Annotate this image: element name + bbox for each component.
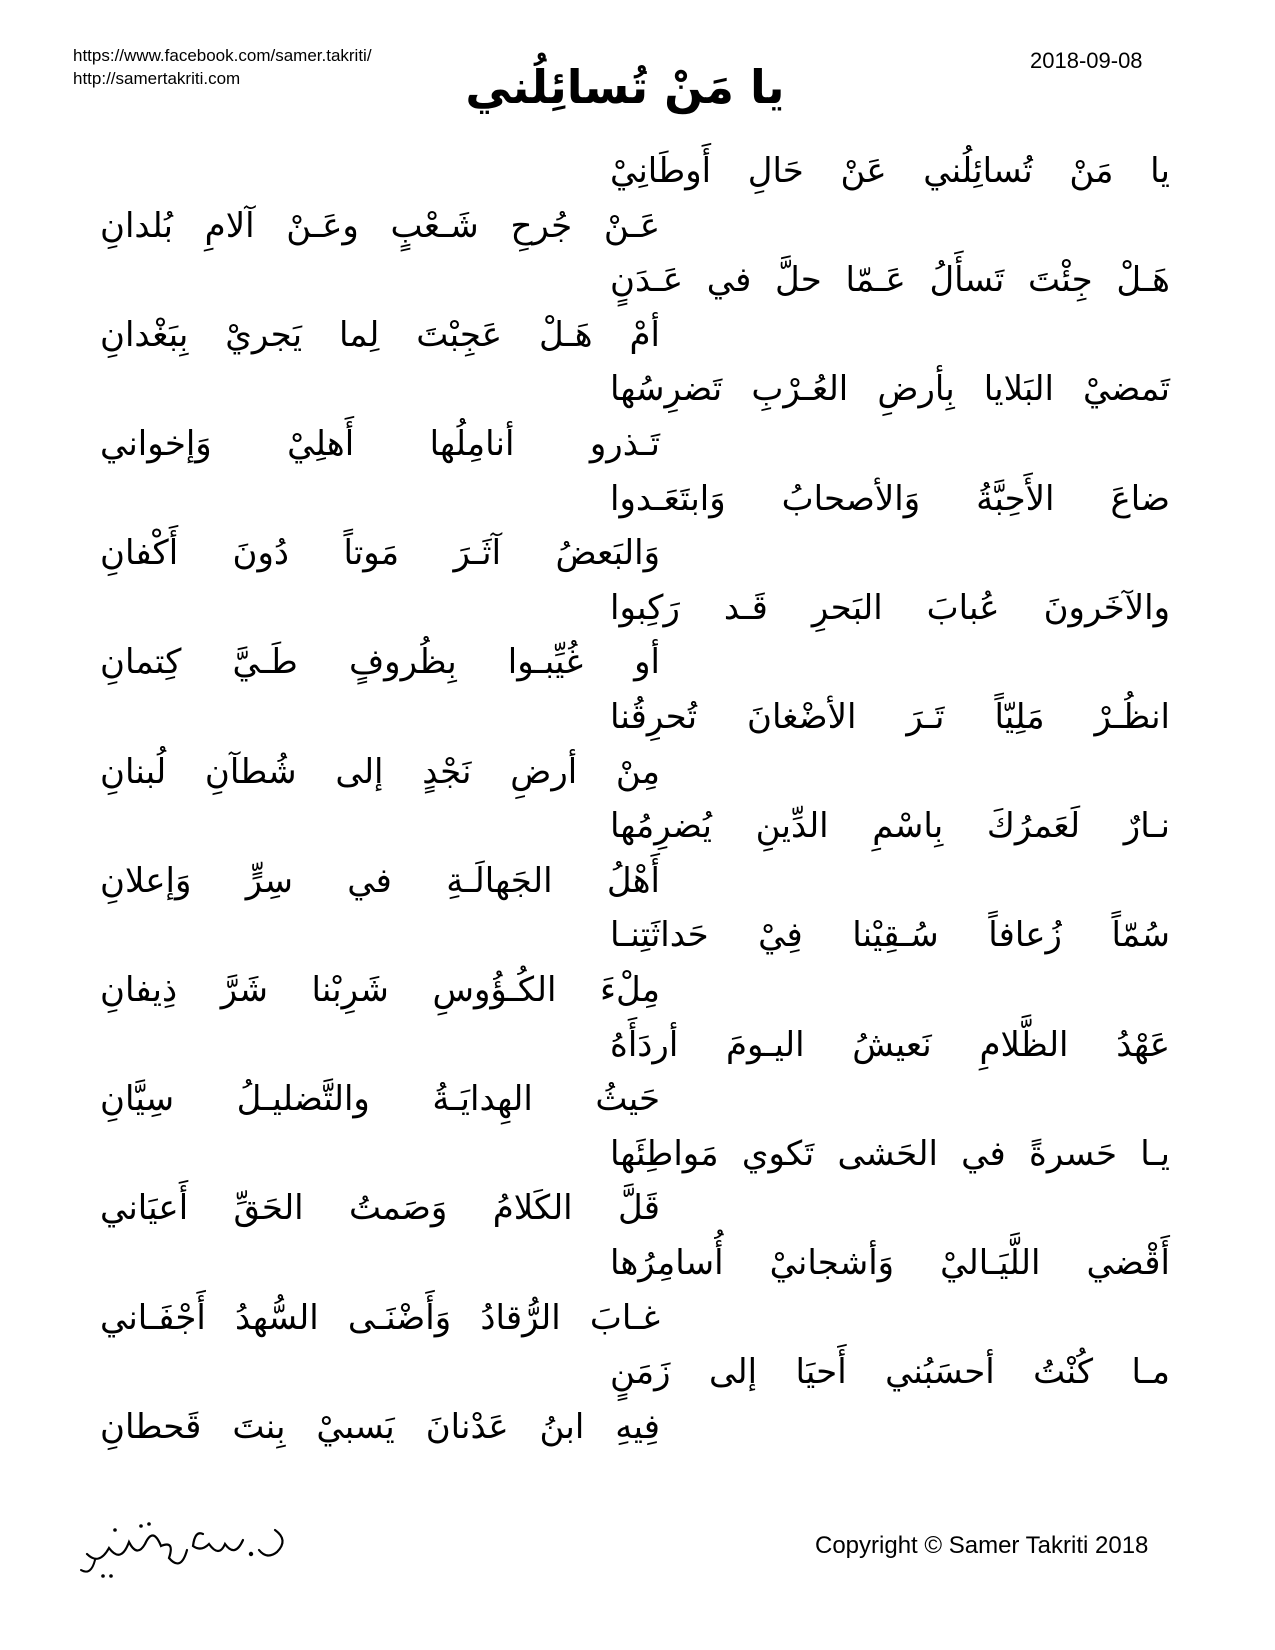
poem-body xyxy=(86,145,1170,1455)
post-date: 2018-09-08 xyxy=(1030,48,1143,73)
poem-line: مـا كُنْتُ أحسَبُني أَحيَا إلى زَمَنٍ xyxy=(610,1352,1170,1393)
header-links xyxy=(73,44,372,90)
poem-line: أمْ هَـلْ عَجِبْتَ لِما يَجريْ بِبَغْدانِ xyxy=(100,314,660,355)
poem-line: عَهْدُ الظَّلامِ نَعيشُ اليـومَ أردَأَهُ xyxy=(610,1024,1170,1065)
poem-line: هَـلْ جِئْتَ تَسأَلُ عَـمّا حلَّ في عَـدَنٍ xyxy=(610,260,1170,301)
poem-line: عَـنْ جُرحِ شَـعْبٍ وعَـنْ آلامِ بُلدانِ xyxy=(100,205,660,246)
poem-line: أَقْضي اللَّيَـاليْ وَأشجانيْ أُسامِرُها xyxy=(610,1243,1170,1283)
poem-line: وَالبَعضُ آثَـرَ مَوتاً دُونَ أَكْفانِ xyxy=(100,533,660,574)
poem-title: يا مَنْ تُسائِلُني xyxy=(465,60,785,114)
poem-line: نـارٌ لَعَمرُكَ بِاسْمِ الدِّينِ يُضرِمُها xyxy=(610,806,1170,847)
poem-line: ضاعَ الأَحِبَّةُ وَالأصحابُ وَابتَعَـدوا xyxy=(610,478,1170,519)
poem-line: غـابَ الرُّقادُ وَأَضْنَـى السُّهدُ أَجْفَـاني xyxy=(100,1297,660,1338)
facebook-link[interactable]: https://www.facebook.com/samer.takriti/ xyxy=(73,46,372,65)
poem-line: تَمضيْ البَلايا بِأرضِ العُـرْبِ تَضرِسُها xyxy=(610,369,1170,410)
website-link[interactable]: http://samertakriti.com xyxy=(73,69,241,88)
poem-line: قَلَّ الكَلامُ وَصَمتُ الحَقِّ أَعيَاني xyxy=(100,1188,660,1229)
handwritten-signature xyxy=(75,1500,295,1580)
copyright-notice: Copyright © Samer Takriti 2018 xyxy=(815,1532,1149,1559)
poem-line: يـا حَسرةً في الحَشى تَكوي مَواطِئَها xyxy=(610,1133,1170,1174)
poem-line: انظُـرْ مَلِيّاً تَـرَ الأضْغانَ تُحرِقُنا xyxy=(610,697,1170,737)
poem-line: أَهْلُ الجَهالَـةِ في سِرٍّ وَإعلانِ xyxy=(100,860,660,901)
poem-line: فِيهِ ابنُ عَدْنانَ يَسبيْ بِنتَ قَحطانِ xyxy=(100,1406,660,1447)
poem-line: مِلْءَ الكُـؤُوسِ شَرِبْنا شَرَّ ذِيفانِ xyxy=(100,970,660,1010)
poem-line: مِنْ أرضِ نَجْدٍ إلى شُطآنِ لُبنانِ xyxy=(100,751,660,792)
poem-line: تَـذرو أنامِلُها أَهلِيْ وَإخواني xyxy=(100,424,660,464)
poem-line: أو غُيِّبـوا بِظُروفٍ طَـيَّ كِتمانِ xyxy=(100,642,660,683)
poem-line: سُمّاً زُعافاً سُـقِيْنا فِيْ حَداثَتِنـا xyxy=(610,915,1170,956)
poem-line: حَيثُ الهِدايَـةُ والتَّضليـلُ سِيَّانِ xyxy=(100,1079,660,1120)
poem-line: والآخَرونَ عُبابَ البَحرِ قَـد رَكِبوا xyxy=(610,587,1170,628)
poem-line: يا مَنْ تُسائِلُني عَنْ حَالِ أَوطَانِيْ xyxy=(610,151,1170,191)
